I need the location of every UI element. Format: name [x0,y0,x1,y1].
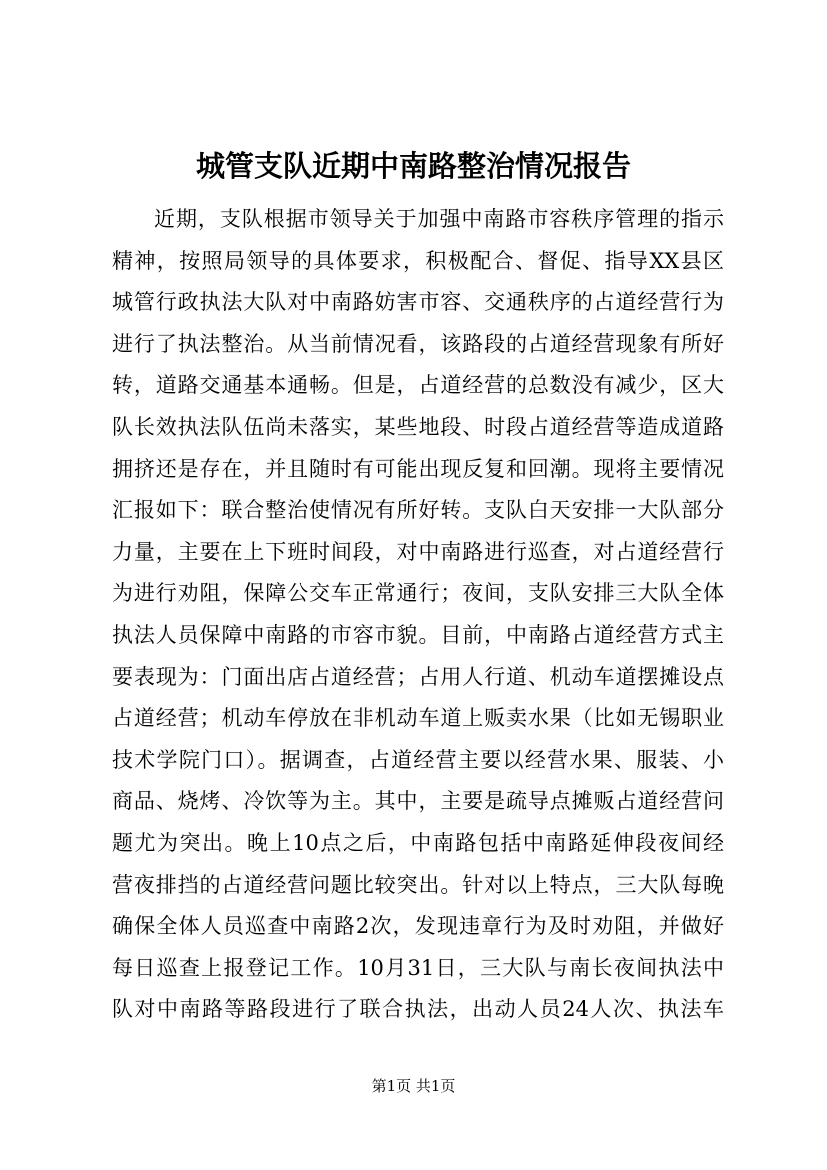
text-line: 近期，支队根据市领导关于加强中南路市容秩序管理的指示 [154,207,724,231]
text-line: 拥挤还是存在，并且随时有可能出现反复和回潮。现将主要情况 [112,456,724,481]
text-line: 确保全体人员巡查中南路2次，发现违章行为及时劝阻，并做好 [112,914,724,939]
text-line: 执法人员保障中南路的市容市貌。目前，中南路占道经营方式主 [112,622,724,647]
text-line: 题尤为突出。晚上10点之后，中南路包括中南路延伸段夜间经 [112,830,724,855]
text-line: 力量，主要在上下班时间段，对中南路进行巡查，对占道经营行 [112,539,724,564]
text-line: 技术学院门口）。据调查，占道经营主要以经营水果、服装、小 [112,747,724,772]
text-line: 精神，按照局领导的具体要求，积极配合、督促、指导XX县区 [112,248,724,273]
text-line: 城管行政执法大队对中南路妨害市容、交通秩序的占道经营行为 [112,290,724,315]
text-line: 队对中南路等路段进行了联合执法，出动人员24人次、执法车 [112,997,724,1022]
text-line: 营夜排挡的占道经营问题比较突出。针对以上特点，三大队每晚 [112,872,724,897]
page-number-footer: 第1页 共1页 [371,1077,456,1095]
document-title: 城管支队近期中南路整治情况报告 [195,149,631,183]
text-line: 商品、烧烤、冷饮等为主。其中，主要是疏导点摊贩占道经营问 [112,789,724,814]
text-line: 每日巡查上报登记工作。10月31日，三大队与南长夜间执法中 [112,955,724,980]
text-line: 汇报如下：联合整治使情况有所好转。支队白天安排一大队部分 [112,498,724,523]
text-line: 转，道路交通基本通畅。但是，占道经营的总数没有减少，区大 [112,373,724,398]
text-line: 进行了执法整治。从当前情况看，该路段的占道经营现象有所好 [112,331,724,356]
text-line: 为进行劝阻，保障公交车正常通行；夜间，支队安排三大队全体 [112,581,724,606]
text-line: 占道经营；机动车停放在非机动车道上贩卖水果（比如无锡职业 [112,706,724,731]
body-paragraph [112,199,724,1031]
text-line: 要表现为：门面出店占道经营；占用人行道、机动车道摆摊设点 [112,664,724,689]
text-line: 队长效执法队伍尚未落实，某些地段、时段占道经营等造成道路 [112,414,724,439]
